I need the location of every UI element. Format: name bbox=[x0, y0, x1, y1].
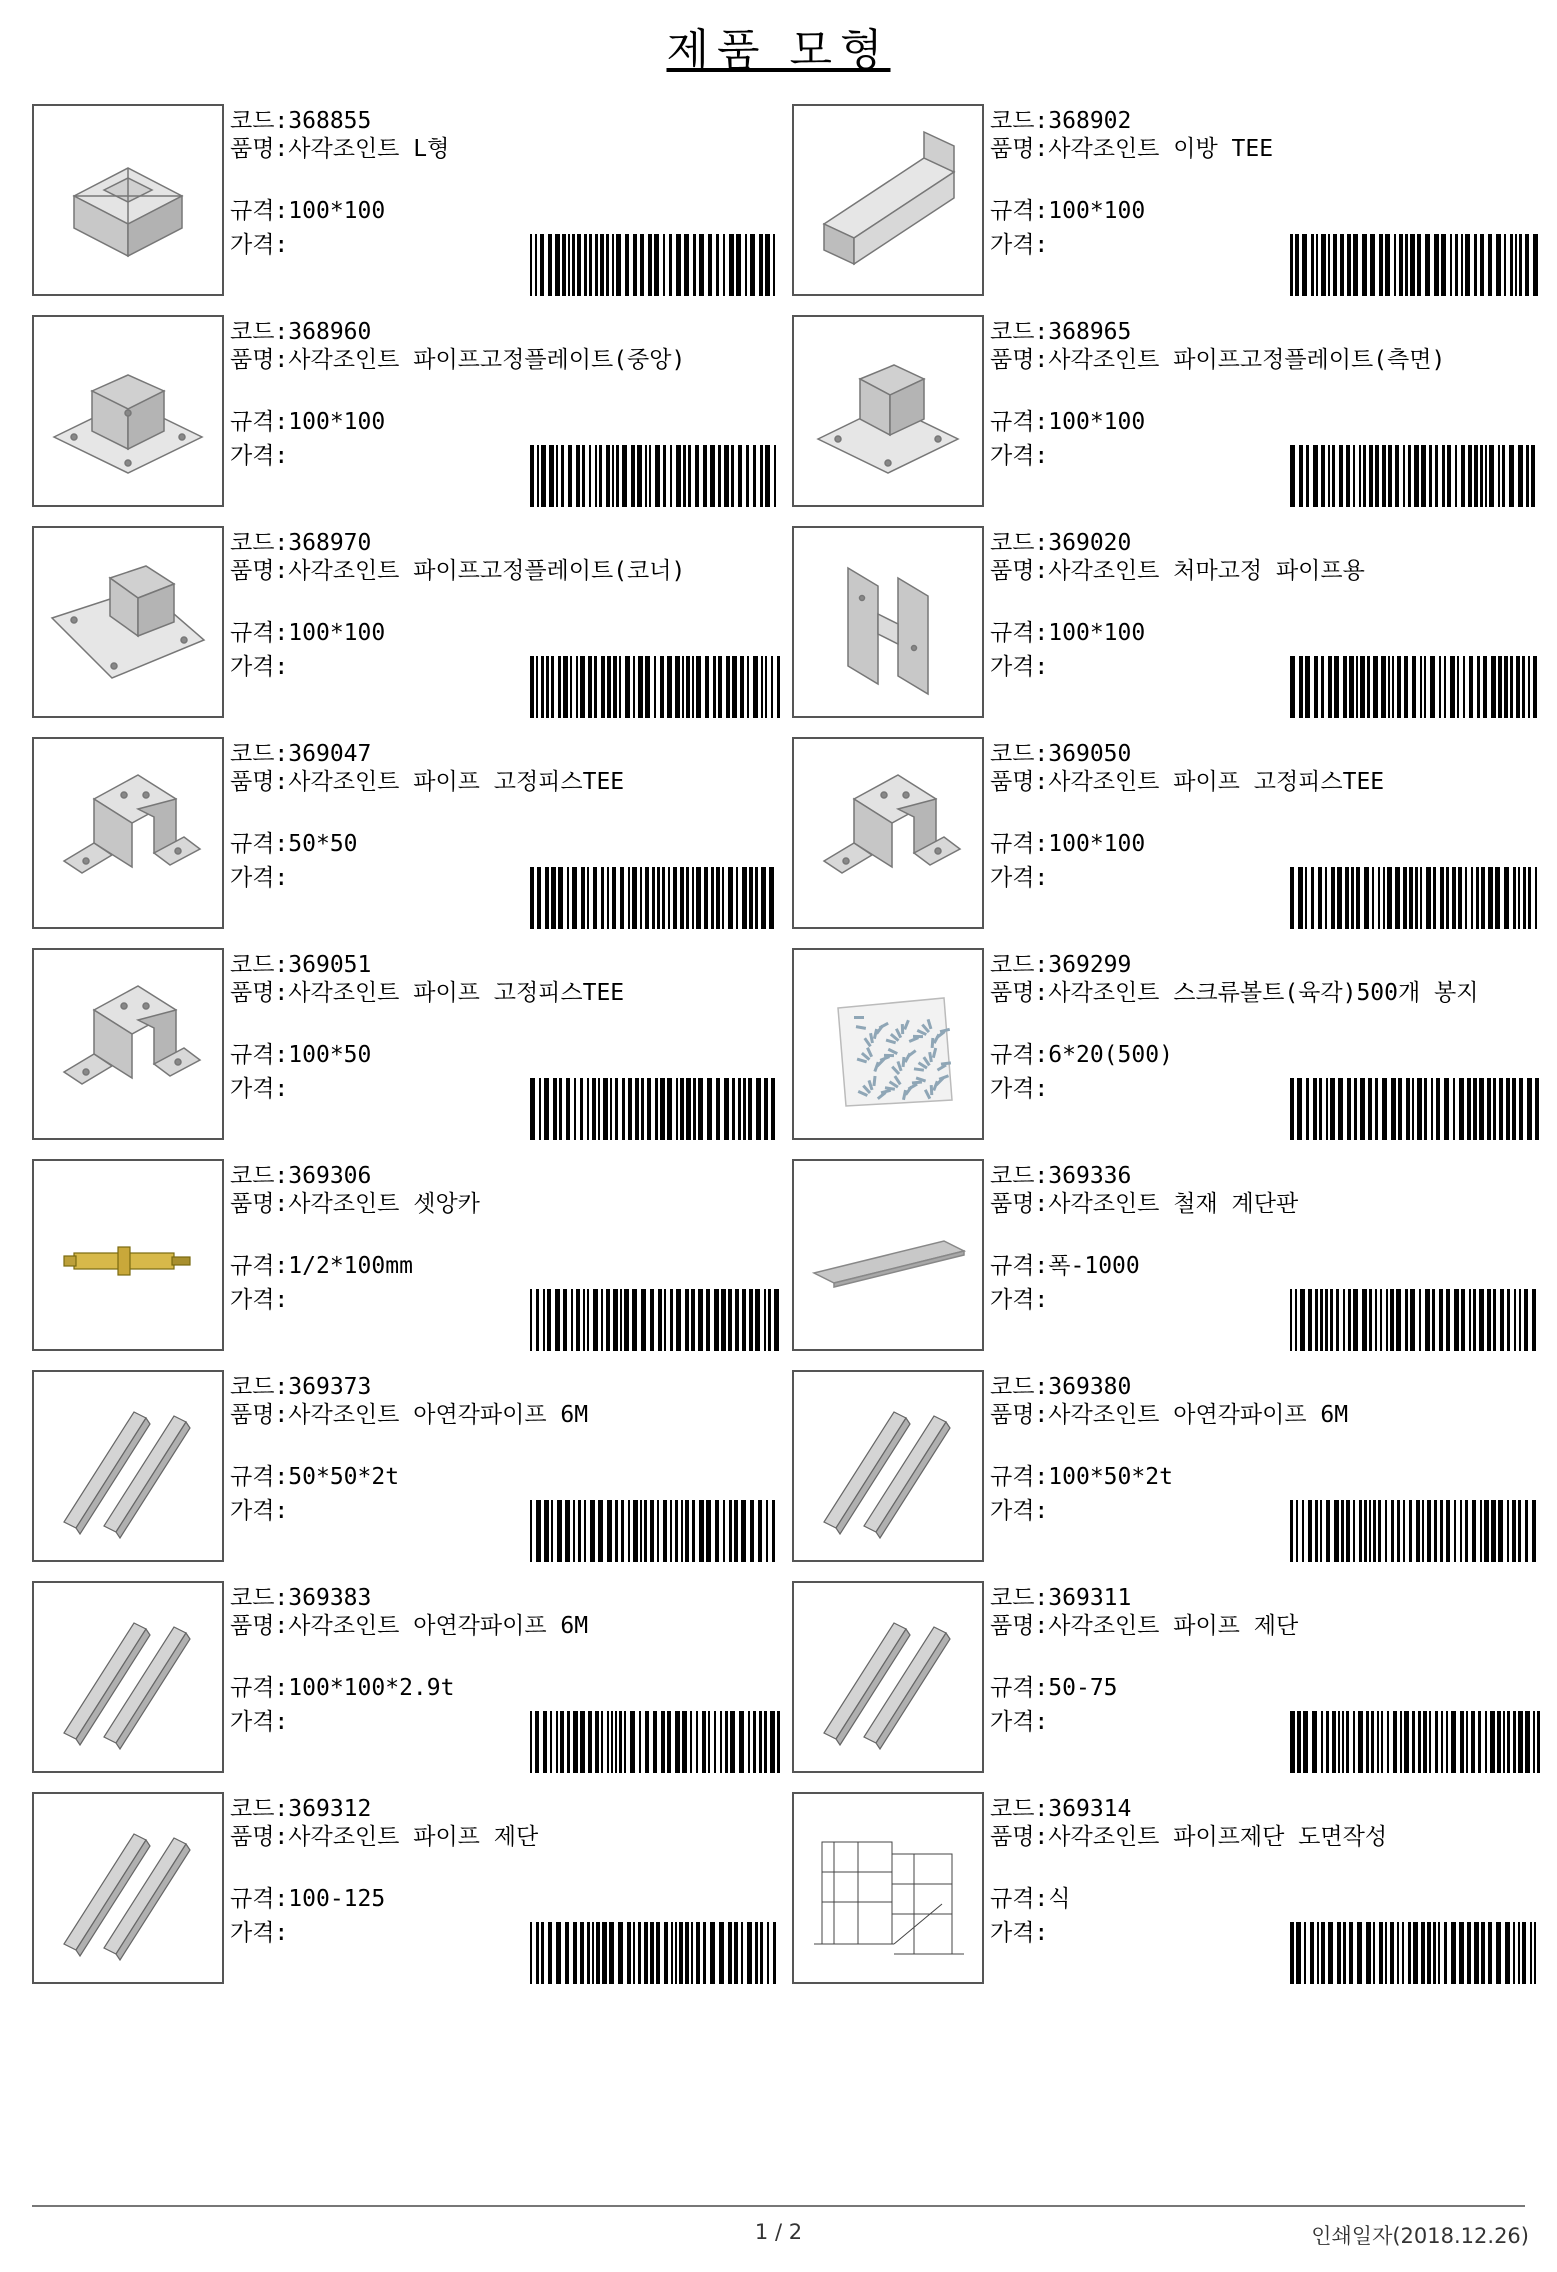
product-image bbox=[792, 948, 984, 1140]
product-card bbox=[32, 526, 772, 718]
product-price: 가격: bbox=[990, 1709, 1049, 1735]
stair-plate-icon bbox=[794, 1161, 982, 1349]
product-name: 품명:사각조인트 아연각파이프 6M bbox=[230, 1402, 589, 1428]
product-image bbox=[792, 1159, 984, 1351]
barcode bbox=[530, 1500, 780, 1562]
product-card bbox=[792, 526, 1532, 718]
base-plate-side-icon bbox=[794, 317, 982, 505]
product-spec: 규격:100*100 bbox=[230, 620, 386, 646]
product-name: 품명:사각조인트 파이프 고정피스TEE bbox=[990, 769, 1385, 795]
barcode bbox=[1290, 1078, 1540, 1140]
product-price: 가격: bbox=[990, 443, 1049, 469]
product-image bbox=[32, 526, 224, 718]
product-name: 품명:사각조인트 스크류볼트(육각)500개 봉지 bbox=[990, 980, 1479, 1006]
product-code: 코드:369312 bbox=[230, 1796, 372, 1822]
anchor-bolt-icon bbox=[34, 1161, 222, 1349]
barcode bbox=[1290, 1500, 1540, 1562]
product-spec: 규격:50-75 bbox=[990, 1675, 1118, 1701]
product-card bbox=[792, 1792, 1532, 1984]
barcode bbox=[1290, 867, 1540, 929]
product-price: 가격: bbox=[990, 1920, 1049, 1946]
product-card bbox=[32, 948, 772, 1140]
product-card bbox=[792, 104, 1532, 296]
product-card bbox=[792, 1581, 1532, 1773]
barcode bbox=[1290, 445, 1540, 507]
product-spec: 규격:100*100 bbox=[990, 198, 1146, 224]
barcode bbox=[530, 1711, 780, 1773]
product-price: 가격: bbox=[230, 1287, 289, 1313]
barcode bbox=[530, 656, 780, 718]
product-card bbox=[792, 737, 1532, 929]
product-name: 품명:사각조인트 아연각파이프 6M bbox=[990, 1402, 1349, 1428]
barcode bbox=[1290, 234, 1540, 296]
product-name: 품명:사각조인트 파이프고정플레이트(측면) bbox=[990, 347, 1446, 373]
product-code: 코드:368855 bbox=[230, 108, 372, 134]
product-code: 코드:368960 bbox=[230, 319, 372, 345]
product-price: 가격: bbox=[230, 1498, 289, 1524]
product-name: 품명:사각조인트 파이프 제단 bbox=[990, 1613, 1299, 1639]
barcode bbox=[530, 234, 780, 296]
base-plate-corner-icon bbox=[34, 528, 222, 716]
square-pipe-icon bbox=[34, 1794, 222, 1982]
product-spec: 규격:100*100 bbox=[990, 620, 1146, 646]
product-price: 가격: bbox=[230, 654, 289, 680]
product-name: 품명:사각조인트 이방 TEE bbox=[990, 136, 1274, 162]
product-card bbox=[32, 1792, 772, 1984]
product-card bbox=[792, 315, 1532, 507]
product-code: 코드:369299 bbox=[990, 952, 1132, 978]
product-image bbox=[32, 948, 224, 1140]
barcode bbox=[1290, 1922, 1540, 1984]
product-spec: 규격:50*50 bbox=[230, 831, 358, 857]
product-image bbox=[32, 1581, 224, 1773]
product-code: 코드:369373 bbox=[230, 1374, 372, 1400]
barcode bbox=[1290, 1711, 1540, 1773]
product-code: 코드:369380 bbox=[990, 1374, 1132, 1400]
product-spec: 규격:100-125 bbox=[230, 1886, 386, 1912]
product-spec: 규격:100*100 bbox=[230, 198, 386, 224]
product-spec: 규격:1/2*100mm bbox=[230, 1253, 413, 1279]
product-price: 가격: bbox=[230, 232, 289, 258]
product-spec: 규격:100*50 bbox=[230, 1042, 372, 1068]
barcode bbox=[530, 1922, 780, 1984]
product-code: 코드:369306 bbox=[230, 1163, 372, 1189]
product-code: 코드:369051 bbox=[230, 952, 372, 978]
product-code: 코드:369311 bbox=[990, 1585, 1132, 1611]
product-price: 가격: bbox=[230, 865, 289, 891]
product-card bbox=[32, 1581, 772, 1773]
product-price: 가격: bbox=[990, 865, 1049, 891]
barcode bbox=[530, 867, 780, 929]
product-price: 가격: bbox=[230, 443, 289, 469]
product-spec: 규격:100*50*2t bbox=[990, 1464, 1173, 1490]
product-name: 품명:사각조인트 아연각파이프 6M bbox=[230, 1613, 589, 1639]
product-image bbox=[792, 315, 984, 507]
product-spec: 규격:폭-1000 bbox=[990, 1253, 1140, 1279]
barcode bbox=[1290, 1289, 1540, 1351]
product-spec: 규격:50*50*2t bbox=[230, 1464, 400, 1490]
product-name: 품명:사각조인트 파이프고정플레이트(코너) bbox=[230, 558, 686, 584]
square-pipe-icon bbox=[34, 1372, 222, 1560]
product-name: 품명:사각조인트 셋앙카 bbox=[230, 1191, 480, 1217]
product-price: 가격: bbox=[230, 1076, 289, 1102]
product-image bbox=[792, 737, 984, 929]
product-card bbox=[32, 737, 772, 929]
product-code: 코드:368902 bbox=[990, 108, 1132, 134]
two-way-tee-icon bbox=[794, 106, 982, 294]
product-card bbox=[32, 1159, 772, 1351]
product-image bbox=[32, 1159, 224, 1351]
product-spec: 규격:6*20(500) bbox=[990, 1042, 1173, 1068]
product-image bbox=[32, 315, 224, 507]
product-image bbox=[32, 1370, 224, 1562]
product-image bbox=[792, 1792, 984, 1984]
barcode bbox=[530, 1078, 780, 1140]
product-card bbox=[792, 1159, 1532, 1351]
u-bracket-icon bbox=[34, 950, 222, 1138]
u-bracket-icon bbox=[34, 739, 222, 927]
product-name: 품명:사각조인트 처마고정 파이프용 bbox=[990, 558, 1365, 584]
product-card bbox=[32, 315, 772, 507]
product-name: 품명:사각조인트 파이프고정플레이트(중앙) bbox=[230, 347, 686, 373]
product-code: 코드:369050 bbox=[990, 741, 1132, 767]
product-spec: 규격:100*100*2.9t bbox=[230, 1675, 455, 1701]
product-price: 가격: bbox=[990, 654, 1049, 680]
product-code: 코드:369383 bbox=[230, 1585, 372, 1611]
product-image bbox=[32, 1792, 224, 1984]
product-image bbox=[32, 104, 224, 296]
square-pipe-icon bbox=[34, 1583, 222, 1771]
product-price: 가격: bbox=[990, 1287, 1049, 1313]
product-name: 품명:사각조인트 파이프제단 도면작성 bbox=[990, 1824, 1388, 1850]
screw-bag-icon bbox=[794, 950, 982, 1138]
product-name: 품명:사각조인트 파이프 제단 bbox=[230, 1824, 539, 1850]
product-spec: 규격:100*100 bbox=[230, 409, 386, 435]
product-name: 품명:사각조인트 철재 계단판 bbox=[990, 1191, 1299, 1217]
product-price: 가격: bbox=[990, 232, 1049, 258]
base-plate-center-icon bbox=[34, 317, 222, 505]
product-name: 품명:사각조인트 파이프 고정피스TEE bbox=[230, 980, 625, 1006]
product-price: 가격: bbox=[990, 1498, 1049, 1524]
barcode bbox=[530, 445, 780, 507]
barcode bbox=[1290, 656, 1540, 718]
product-card bbox=[792, 948, 1532, 1140]
square-pipe-icon bbox=[794, 1583, 982, 1771]
product-image bbox=[792, 526, 984, 718]
page-title: 제품 모형 bbox=[666, 25, 891, 76]
eave-bracket-icon bbox=[794, 528, 982, 716]
product-spec: 규격:식 bbox=[990, 1886, 1071, 1912]
square-pipe-icon bbox=[794, 1372, 982, 1560]
product-code: 코드:369336 bbox=[990, 1163, 1132, 1189]
product-image bbox=[792, 1581, 984, 1773]
product-price: 가격: bbox=[230, 1709, 289, 1735]
l-joint-icon bbox=[34, 106, 222, 294]
print-date: 인쇄일자(2018.12.26) bbox=[1311, 2224, 1529, 2248]
product-card bbox=[32, 104, 772, 296]
product-card bbox=[32, 1370, 772, 1562]
product-spec: 규격:100*100 bbox=[990, 831, 1146, 857]
product-code: 코드:369020 bbox=[990, 530, 1132, 556]
product-name: 품명:사각조인트 L형 bbox=[230, 136, 450, 162]
structure-drawing-icon bbox=[794, 1794, 982, 1982]
product-price: 가격: bbox=[990, 1076, 1049, 1102]
product-image bbox=[792, 1370, 984, 1562]
product-card bbox=[792, 1370, 1532, 1562]
product-code: 코드:369314 bbox=[990, 1796, 1132, 1822]
product-code: 코드:368970 bbox=[230, 530, 372, 556]
u-bracket-icon bbox=[794, 739, 982, 927]
product-image bbox=[32, 737, 224, 929]
product-code: 코드:369047 bbox=[230, 741, 372, 767]
footer-divider bbox=[32, 2205, 1525, 2207]
product-price: 가격: bbox=[230, 1920, 289, 1946]
page-number: 1 / 2 bbox=[754, 2220, 803, 2244]
product-spec: 규격:100*100 bbox=[990, 409, 1146, 435]
product-name: 품명:사각조인트 파이프 고정피스TEE bbox=[230, 769, 625, 795]
product-image bbox=[792, 104, 984, 296]
product-code: 코드:368965 bbox=[990, 319, 1132, 345]
barcode bbox=[530, 1289, 780, 1351]
